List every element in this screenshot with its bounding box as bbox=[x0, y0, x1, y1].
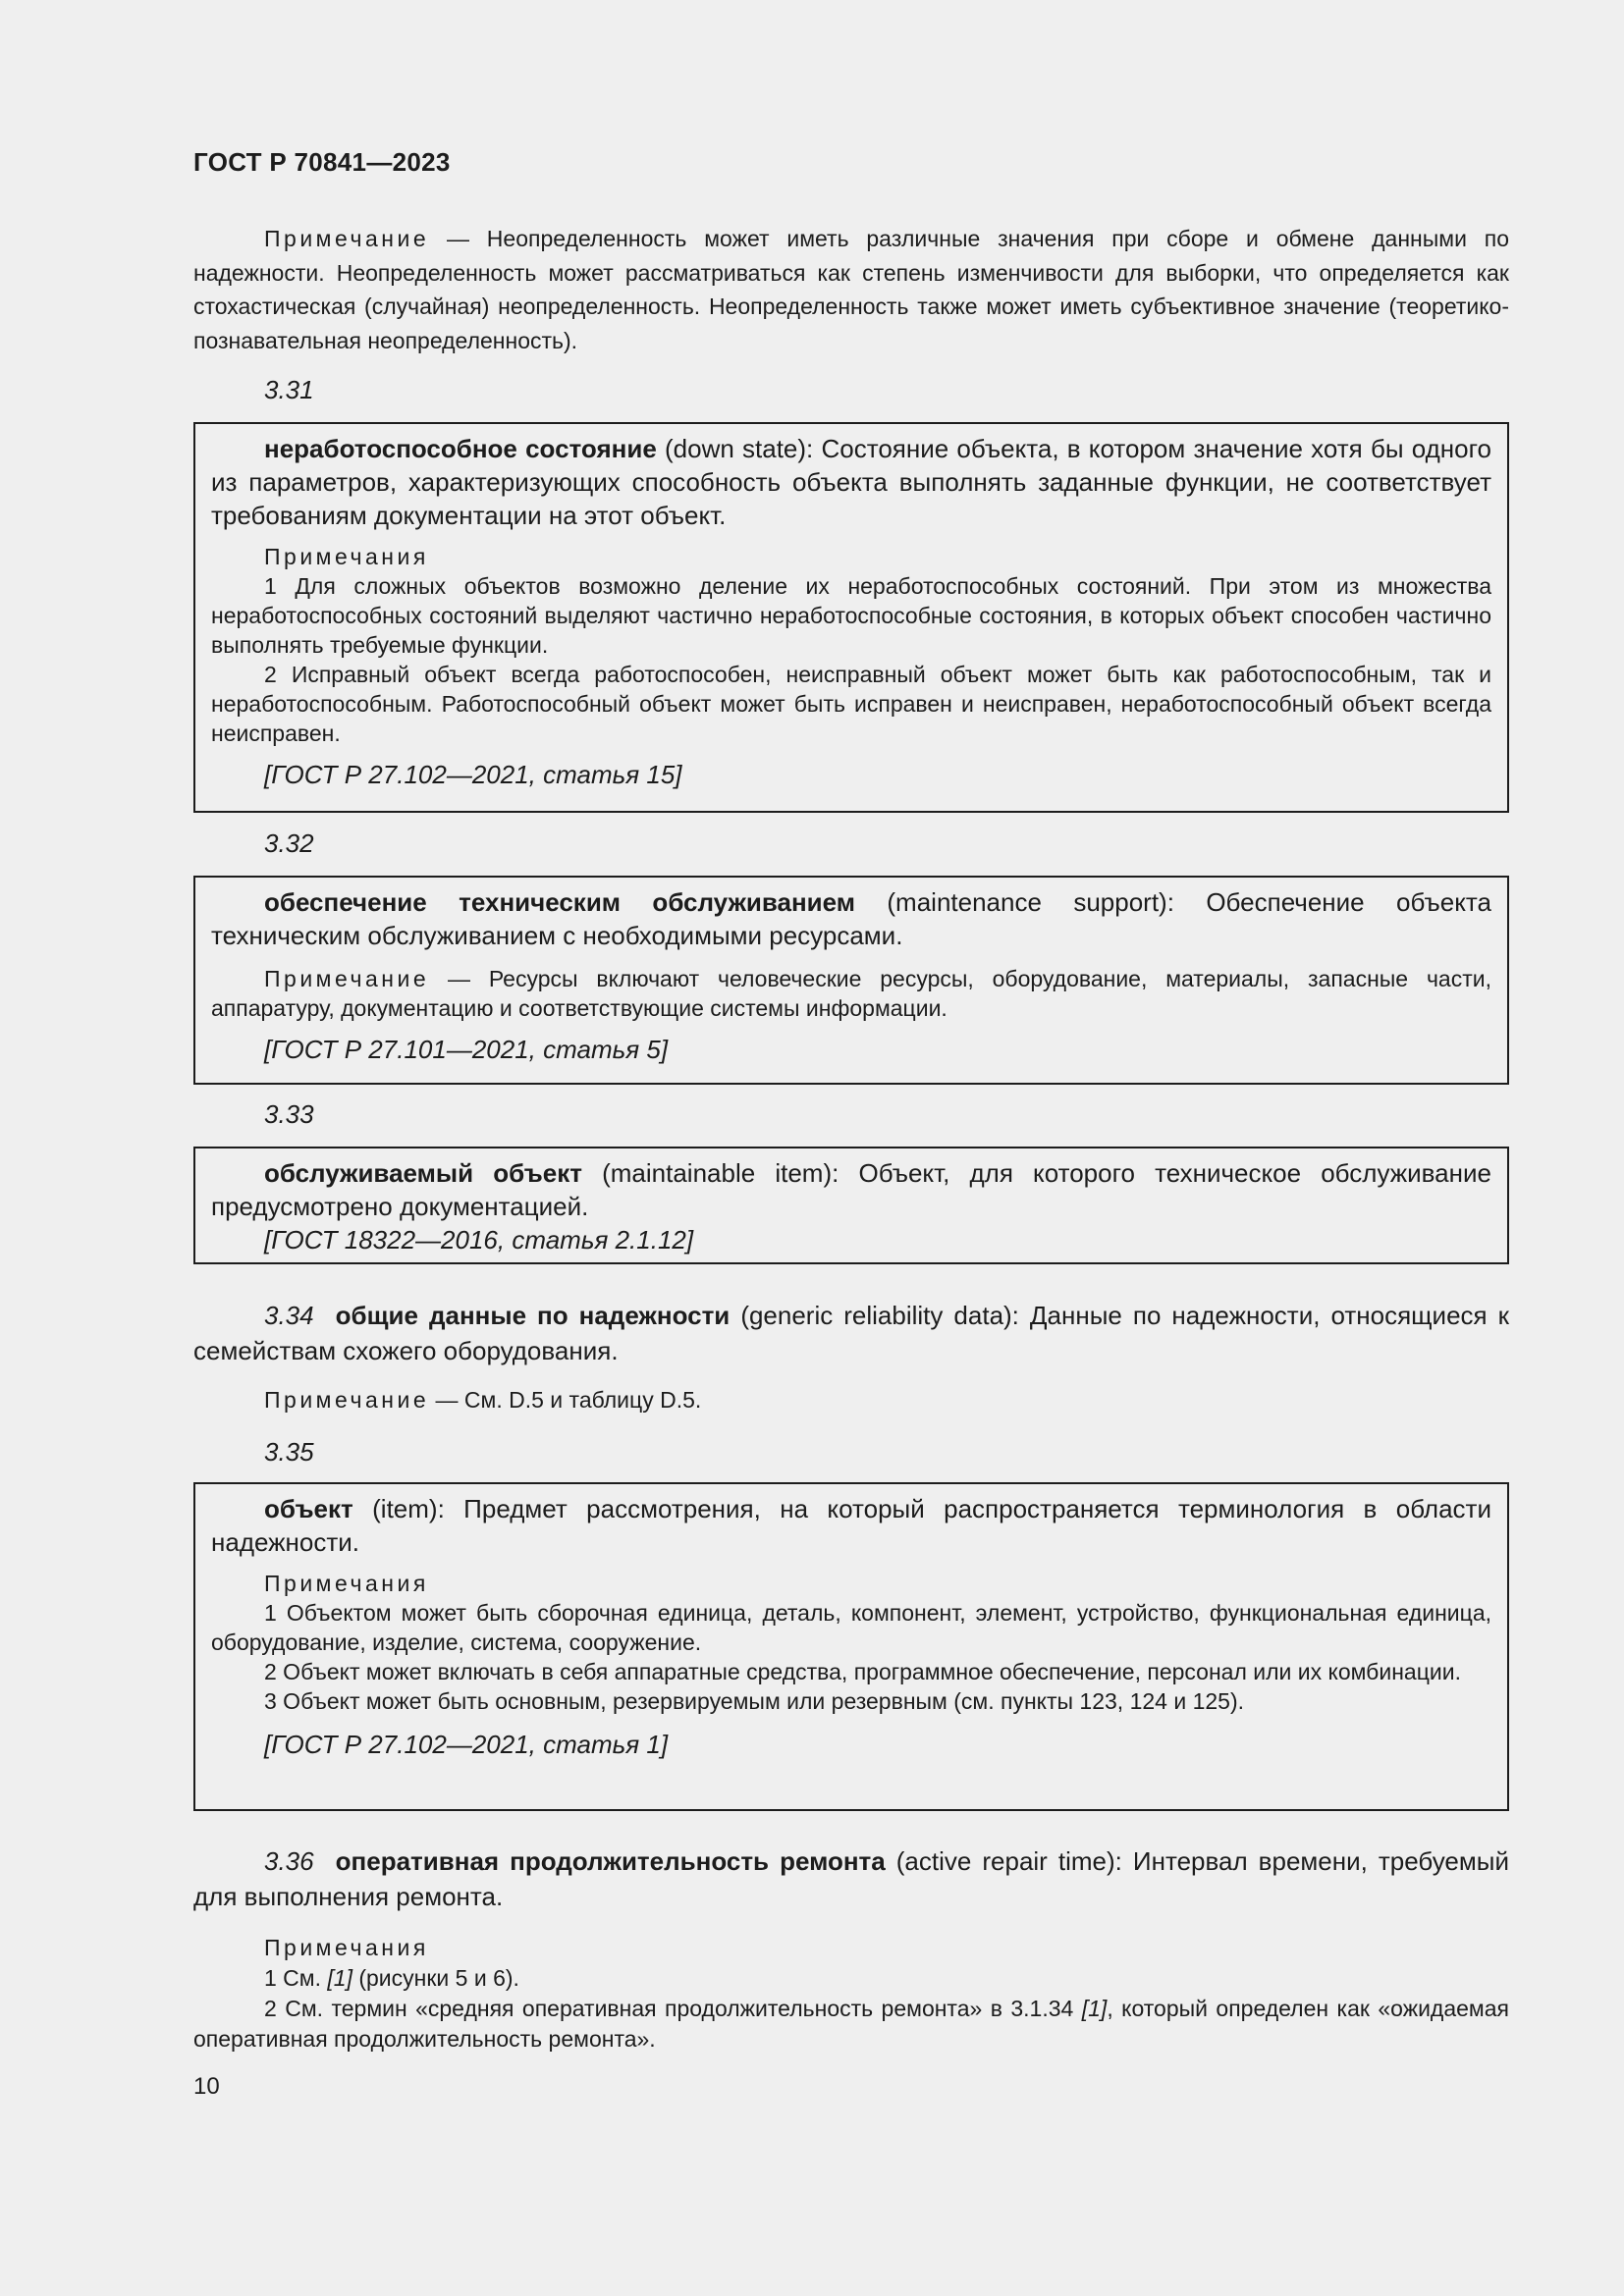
term-box-3-31 bbox=[193, 422, 1509, 813]
definition-text: (generic reliability data): Данные по надежности, относящиеся к семействам схожего оборудования. bbox=[193, 1301, 1510, 1365]
note-2: 2 Объект может включать в себя аппаратные средства, программное обеспечение, персонал или их комбинации. bbox=[264, 1659, 1461, 1684]
bibliography-reference: [1] bbox=[1081, 1996, 1108, 2021]
note-3: 3 Объект может быть основным, резервируемым или резервным (см. пункты 123, 124 и 125). bbox=[264, 1688, 1245, 1714]
term: объект bbox=[264, 1494, 353, 1523]
note-text: — Ресурсы включают человеческие ресурсы, оборудование, материалы, запасные части, аппаратуру, документацию и соответствующие системы информации. bbox=[211, 966, 1491, 1021]
clause-number-3-33: 3.33 bbox=[264, 1099, 314, 1129]
term-box-3-35 bbox=[193, 1482, 1509, 1811]
note-2-3-36: 2 См. термин «средняя оперативная продолжительность ремонта» в 3.1.34 [1], который определен как «ожидаемая оперативная продолжительность ремонта». bbox=[193, 1996, 1509, 2052]
term-3-36 bbox=[193, 1843, 1509, 1914]
definition-text: (maintainable item): Объект, для которого техническое обслуживание предусмотрено документацией. bbox=[211, 1158, 1491, 1221]
clause-number-3-34: 3.34 bbox=[264, 1301, 314, 1330]
clause-number-3-32: 3.32 bbox=[264, 828, 314, 858]
definition-text: (active repair time): Интервал времени, требуемый для выполнения ремонта. bbox=[193, 1846, 1509, 1911]
intro-note bbox=[193, 222, 1509, 357]
notes-label: Примечания bbox=[264, 1571, 429, 1596]
term-definition bbox=[211, 432, 1491, 532]
source-reference: [ГОСТ Р 27.102—2021, статья 15] bbox=[264, 760, 682, 789]
clause-number-3-35: 3.35 bbox=[264, 1437, 314, 1467]
note-1-3-36: 1 См. [1] (рисунки 5 и 6). bbox=[264, 1965, 519, 1991]
note-text: — Неопределенность может иметь различные значения при сборе и обмене данными по надежности. Неопределенность может рассматриваться как степень изменчивости для выборки, что определяется как стохастическая (случайная) неопределенность. Неопределенность также может иметь субъективное значение (теоретико-познавательная неопределенность). bbox=[193, 226, 1509, 353]
source-reference: [ГОСТ Р 27.102—2021, статья 1] bbox=[264, 1730, 669, 1759]
note-2: 2 Исправный объект всегда работоспособен, неисправный объект может быть как работоспособным, так и неработоспособным. Работоспособный объект может быть исправен и неисправен, неработоспособный объект всегда неисправен. bbox=[211, 662, 1491, 746]
definition-text: (item): Предмет рассмотрения, на который распространяется терминология в области надежности. bbox=[211, 1494, 1491, 1557]
term-definition bbox=[211, 1492, 1491, 1559]
term-box-3-32 bbox=[193, 876, 1509, 1085]
bibliography-reference: [1] bbox=[327, 1965, 352, 1991]
notes-label-3-36: Примечания bbox=[264, 1935, 429, 1960]
note-label: Примечание bbox=[264, 226, 430, 251]
definition-text: (maintenance support): Обеспечение объекта техническим обслуживанием с необходимыми ресурсами. bbox=[211, 887, 1491, 950]
term-definition bbox=[211, 1156, 1491, 1223]
term-3-34 bbox=[193, 1298, 1509, 1368]
source-reference: [ГОСТ 18322—2016, статья 2.1.12] bbox=[264, 1225, 694, 1255]
page-number: 10 bbox=[193, 2073, 220, 2100]
term: неработоспособное состояние bbox=[264, 434, 657, 463]
note-label: Примечание bbox=[264, 1387, 430, 1413]
note-3-34 bbox=[193, 1385, 1509, 1415]
document-header: ГОСТ Р 70841—2023 bbox=[193, 147, 451, 177]
clause-number-3-36: 3.36 bbox=[264, 1846, 314, 1876]
notes-label: Примечания bbox=[264, 544, 429, 569]
term-definition bbox=[211, 885, 1491, 952]
source-reference: [ГОСТ Р 27.101—2021, статья 5] bbox=[264, 1035, 669, 1064]
definition-text: (down state): Состояние объекта, в котором значение хотя бы одного из параметров, характеризующих способность объекта выполнять заданные функции, не соответствует требованиям документации на этот объект. bbox=[211, 434, 1491, 530]
term: общие данные по надежности bbox=[335, 1301, 731, 1330]
note-text: — См. D.5 и таблицу D.5. bbox=[429, 1387, 702, 1413]
note bbox=[211, 964, 1491, 1023]
note-1: 1 Объектом может быть сборочная единица, деталь, компонент, элемент, устройство, функциональная единица, оборудование, изделие, система, сооружение. bbox=[211, 1600, 1491, 1655]
term-box-3-33 bbox=[193, 1147, 1509, 1264]
note-label: Примечание bbox=[264, 966, 430, 991]
term: обеспечение техническим обслуживанием bbox=[264, 887, 855, 917]
term: обслуживаемый объект bbox=[264, 1158, 582, 1188]
clause-number-3-31: 3.31 bbox=[264, 375, 314, 404]
note-1: 1 Для сложных объектов возможно деление их неработоспособных состояний. При этом из множества неработоспособных состояний выделяют частично неработоспособные состояния, в которых объект способен частично выполнять требуемые функции. bbox=[211, 573, 1491, 658]
term: оперативная продолжительность ремонта bbox=[335, 1846, 886, 1876]
